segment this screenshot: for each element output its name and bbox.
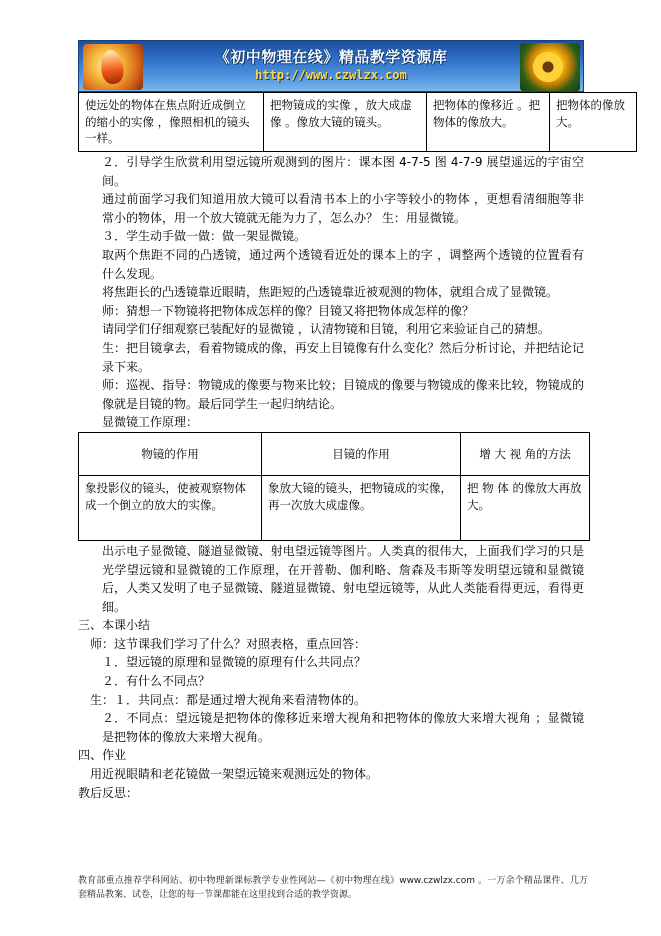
section-heading-homework: 四、作业 — [78, 748, 127, 763]
table-cell-objective-desc: 象投影仪的镜头，使被观察物体成一个倒立的放大的实像。 — [79, 475, 262, 540]
table-header-method: 增 大 视 角的方法 — [461, 432, 590, 475]
paragraph: ３．学生动手做一做：做一架显微镜。 — [102, 229, 307, 244]
paragraph: 通过前面学习我们知道用放大镜可以看清书本上的小字等较小的物体 ，更想看清细胞等非常小的物体，用一个放大镜就无能为力了，怎么办？ 生：用显微镜。 — [102, 192, 584, 225]
table-header-eyepiece: 目镜的作用 — [262, 432, 461, 475]
table-row — [79, 475, 590, 540]
paragraph: 请同学们仔细观察已装配好的显微镜 ，认清物镜和目镜，利用它来验证自己的猜想。 — [102, 322, 550, 337]
paragraph: 师：巡视、指导：物镜成的像要与物来比较；目镜成的像要与物镜成的像来比较，物镜成的像就是目镜的物。最后同学生一起归纳结论。 — [102, 378, 584, 411]
paragraph: ２．引导学生欣赏利用望远镜所观测到的图片：课本图 4-7-5 图 4-7-9 展望遥远的宇宙空间。 — [102, 155, 584, 188]
paragraph: 出示电子显微镜、隧道显微镜、射电望远镜等图片。人类真的很伟大，上面我们学习的只是光学望远镜和显微镜的工作原理，在开普勒、伽利略、詹森及韦斯等发明望远镜和显微镜后，人类又发明了电子显微镜、隧道显微镜、射电望远镜等，从此人类能看得更远，看得更细。 — [102, 543, 584, 614]
paragraph: ２．有什么不同点？ — [102, 674, 211, 689]
table-row — [79, 93, 637, 152]
paragraph: １．望远镜的原理和显微镜的原理有什么共同点？ — [102, 655, 367, 670]
microscope-principle-table — [78, 432, 590, 541]
banner-url: http://www.czwlzx.com — [255, 68, 407, 82]
paragraph: 用近视眼睛和老花镜做一架望远镜来观测远处的物体。 — [90, 767, 379, 782]
paragraph: 师：这节课我们学习了什么？对照表格，重点回答： — [90, 636, 367, 651]
sunflower-photo-icon — [520, 43, 580, 91]
paragraph: 生：把目镜拿去，看着物镜成的像，再安上目镜像有什么变化？然后分析讨论，并把结论记录下来。 — [102, 340, 584, 374]
flame-logo-icon — [83, 44, 143, 90]
page-footer: 教育部重点推荐学科网站、初中物理新课标教学专业性网站—《初中物理在线》www.czwlzx.com 。一万余个精品课件、几万套精品教案、试卷，让您的每一节课都能在这里找到合适的教学资源。 — [78, 876, 588, 901]
table-cell-method-desc: 把 物 体 的像放大再放大。 — [461, 475, 590, 540]
table-header-objective: 物镜的作用 — [79, 432, 262, 475]
table-cell-eyepiece-desc: 象放大镜的镜头，把物镜成的实像，再一次放大成虚像。 — [262, 475, 461, 540]
paragraph: 师：猜想一下物镜将把物体成怎样的像？目镜又将把物体成怎样的像？ — [102, 303, 475, 318]
lens-comparison-table — [78, 92, 637, 152]
table-cell-objective: 使远处的物体在焦点附近成倒立的缩小的实像 ，像照相机的镜头一样。 — [79, 93, 264, 152]
paragraph: 生：１．共同点：都是通过增大视角来看清物体的。 — [90, 692, 367, 707]
reflection-label: 教后反思： — [78, 785, 139, 800]
body-section-two — [78, 542, 584, 802]
site-banner — [78, 40, 584, 92]
paragraph: 将焦距长的凸透镜靠近眼睛，焦距短的凸透镜靠近被观测的物体，就组合成了显微镜。 — [102, 285, 559, 300]
table-cell-move-image: 把物体的像移近 。把物体的像放大。 — [427, 93, 550, 152]
table-header-row — [79, 432, 590, 475]
section-heading-summary: 三、本课小结 — [78, 618, 151, 633]
table-cell-eyepiece: 把物镜成的实像 ，放大成虚像 。像放大镜的镜头。 — [264, 93, 427, 152]
paragraph: ２．不同点：望远镜是把物体的像移近来增大视角和把物体的像放大来增大视角 ；显微镜是把物体的像放大来增大视角。 — [102, 711, 584, 744]
document-content — [78, 40, 625, 802]
banner-title: 《初中物理在线》精品教学资源库 — [214, 48, 448, 66]
table-cell-enlarge-image: 把物体的像放大。 — [550, 93, 637, 152]
body-section-one — [78, 153, 584, 413]
paragraph: 取两个焦距不同的凸透镜，通过两个透镜看近处的课本上的字 ，调整两个透镜的位置看有什么发现。 — [102, 247, 584, 281]
microscope-table-caption: 显微镜工作原理： — [102, 415, 199, 430]
